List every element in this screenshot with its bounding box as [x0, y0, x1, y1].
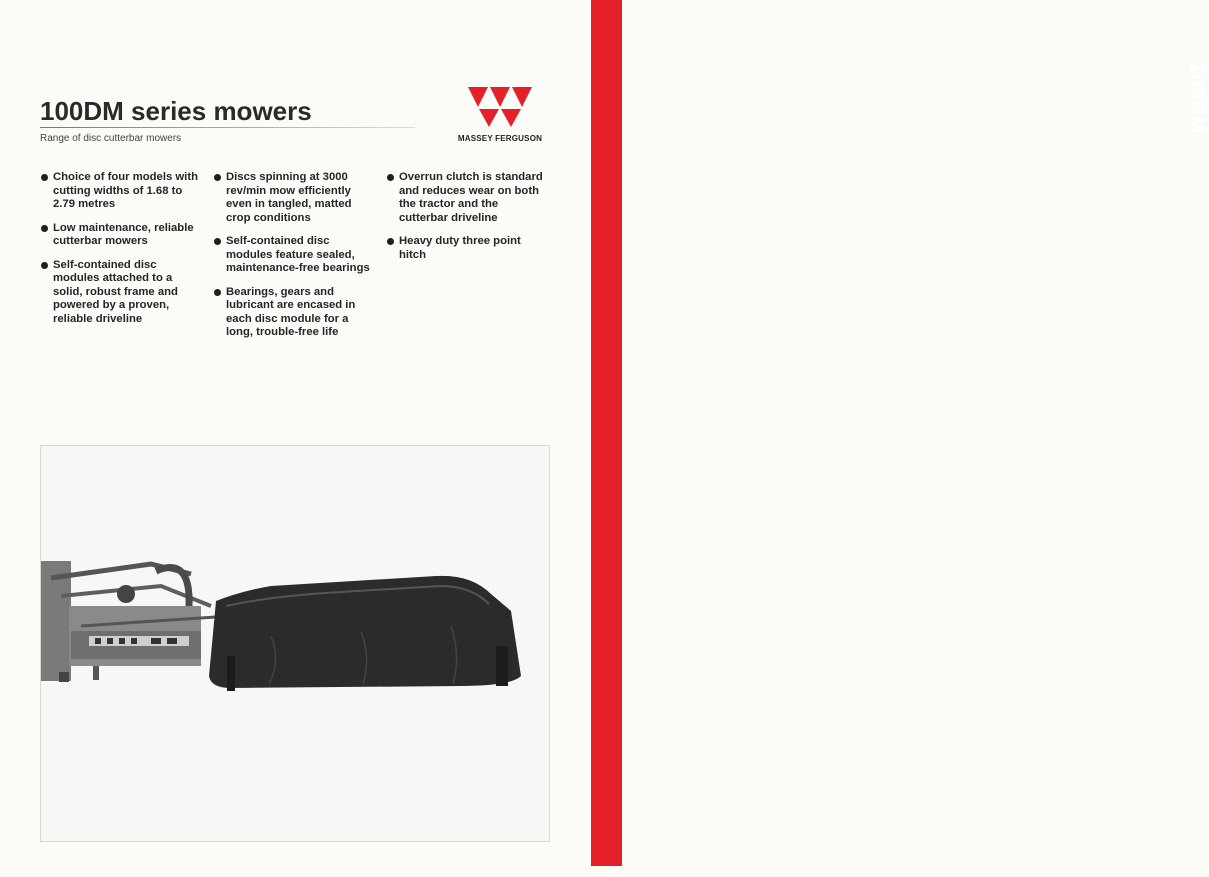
feature-text: Low maintenance, reliable cutterbar mowers — [53, 221, 194, 247]
feature-item — [40, 171, 202, 212]
side-tab — [591, 0, 1209, 866]
disc-mower-icon — [41, 446, 549, 841]
feature-text: Discs spinning at 3000 rev/min mow efficiently even in tangled, matted crop conditions — [226, 171, 352, 224]
brand-name: MASSEY FERGUSON — [457, 134, 543, 143]
bullet-icon — [387, 238, 394, 245]
page-subtitle: Range of disc cutterbar mowers — [40, 133, 182, 144]
bullet-icon — [41, 174, 48, 181]
feature-column-3 — [386, 171, 546, 272]
feature-text: Choice of four models with cutting widths of 1.68 to 2.79 metres — [53, 171, 198, 210]
page-title: 100DM series mowers — [40, 96, 312, 126]
feature-item — [386, 171, 546, 225]
title-underline — [40, 127, 415, 128]
feature-item — [40, 222, 202, 249]
feature-text: Heavy duty three point hitch — [399, 235, 521, 261]
feature-column-1 — [40, 171, 202, 336]
feature-item — [213, 235, 375, 276]
feature-text: Bearings, gears and lubricant are encased in each disc module for a long, trouble-free life — [226, 285, 356, 338]
feature-text: Self-contained disc modules feature sealed, maintenance-free bearings — [226, 235, 370, 274]
bullet-icon — [214, 174, 221, 181]
feature-item — [213, 171, 375, 225]
feature-item — [386, 235, 546, 262]
feature-item — [40, 259, 202, 327]
mower-photo — [40, 445, 550, 842]
feature-text: Self-contained disc modules attached to a solid, robust frame and powered by a proven, reliable driveline — [53, 258, 178, 325]
bullet-icon — [214, 238, 221, 245]
bullet-icon — [41, 225, 48, 232]
side-tab-label: 100DM — [1186, 61, 1209, 135]
feature-column-2 — [213, 171, 375, 350]
massey-ferguson-logo — [452, 85, 548, 145]
bullet-icon — [41, 262, 48, 269]
feature-text: Overrun clutch is standard and reduces wear on both the tractor and the cutterbar driveline — [399, 171, 543, 224]
feature-item — [213, 286, 375, 340]
bullet-icon — [214, 289, 221, 296]
bullet-icon — [387, 174, 394, 181]
triple-triangle-icon — [466, 85, 534, 129]
